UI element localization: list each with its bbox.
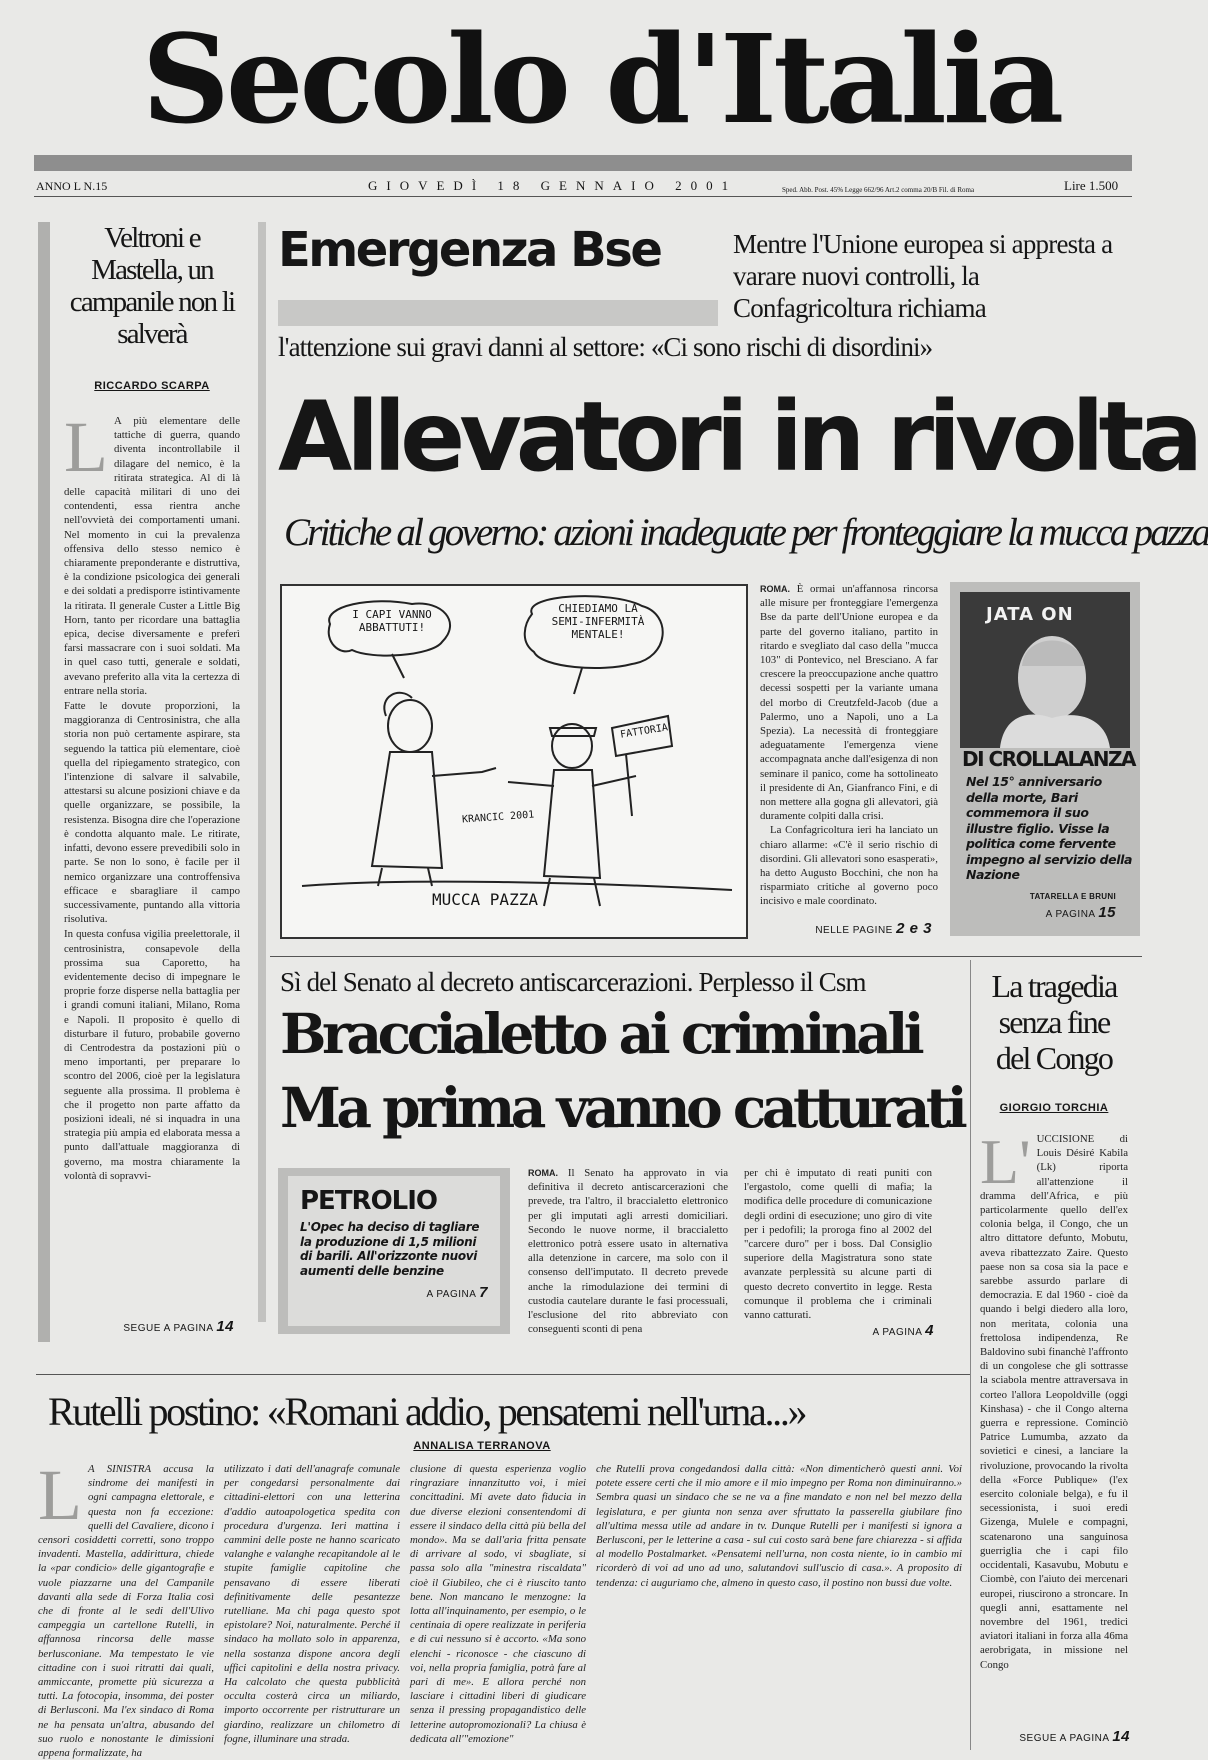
editorial-continue-page: 14 — [216, 1318, 234, 1335]
rutelli-rule — [36, 1374, 970, 1375]
cartoon-sign-text: FATTORIA — [619, 722, 669, 741]
bse-page-ref[interactable] — [760, 920, 932, 937]
congo-dropcap: L' — [980, 1126, 1031, 1197]
editorial-continue-label: SEGUE A PAGINA — [123, 1323, 214, 1334]
editorial-continue[interactable] — [64, 1318, 234, 1335]
bse-deck-full: l'attenzione sui gravi danni al settore: «Ci sono rischi di disordini» — [278, 332, 933, 362]
masthead-rule — [34, 155, 1132, 171]
section-rule — [270, 956, 1142, 957]
left-column-shade — [38, 222, 50, 1342]
issue-date: GIOVEDÌ 18 GENNAIO 2001 — [368, 178, 738, 193]
bse-dateline: ROMA. — [760, 584, 790, 594]
rutelli-dropcap: L — [38, 1455, 82, 1535]
braccialetto-ref-label: A PAGINA — [872, 1327, 922, 1338]
editorial-title: Veltroni e Mastella, un campanile non li salverà — [69, 222, 235, 350]
bse-paragraph: È ormai un'affannosa rincorsa alle misure per fronteggiare l'emergenza Bse da parte dell'Unione europea e da parte del governo italiano, partito in ritardo e svegliato dal caso della "mucca 103" di Pontevico, nel Bresciano. A far crescere la preoccupazione anche quattro decessi sospetti per la variante umana del morbo di Creutzfeld-Jacob (due a Palermo, uno a Napoli, uno a La Spezia). La necessità di fronteggiare adeguatamente l'emergenza viene accompagnata anche dall'esigenza di non seminare il panico, come ha sottolineato il presidente di An, Gianfranco Fini, e di non mettere alla gogna gli allevatori, già duramente colpiti dalla crisi. — [760, 583, 938, 823]
editorial-paragraph: A più elementare delle tattiche di guerra, quando diventa incontrollabile il dilagare del nemico, è la ritirata strategica. Al di là delle capacità militari di uno dei contendenti, essa rientra anche nell'ovvietà dei comportamenti umani. Nel momento in cui la prevalenza offensiva dello stesso nemico è chiaramente preponderante e distruttiva, è la condizione psicologica dei generali e dei soldati a predisporre istintivamente la ritirata. Il generale Custer a Little Big Horn, tanto per ricordare una battaglia epica, decise diversamente e preferì farsi massacrare con i suoi soldati. Ma in quel caso tutti, generale e soldati, avevano preferito alla vita la certezza di entrare nella storia. — [64, 415, 240, 697]
congo-text: UCCISIONE di Louis Désiré Kabila (Lk) riporta all'attenzione il dramma dell'Africa, e più particolarmente quello dell'ex colonia belga, il Congo, che un altro dittatore defunto, Mobutu, aveva ribattezzato Zaire. Questo paese non sa cosa sia la pace e sarebbe assurdo parlare di democrazia. E dal 1960 - cioè da quando i belgi diedero alla loro, non meritata, colonia una frettolosa indipendenza, Re Baldovino subì financhè l'affronto di un congolese che gli sottrasse la sciabola mentre attraversava in corteo l'allora Leopoldville (oggi Kinshasa) - che il Congo alterna guerra e repressione. Cominciò Patrice Lumumba, azzato da sovietici e cinesi, a lanciare la rivoluzione, provocando la rivolta della «Force Publique» (l'ex esercito coloniale belga), e fu il secessionista, i suoi eredi Gizenga, Mulele e compagni, scatenarono una sanguinosa guerriglia che i capi filo occidentali, Kasavubu, Mobutu e Ciombè, con l'aiuto dei mercenari europei, riuscirono a stroncare. In quegli anni, esattamente nel novembre del 1961, tredici aviatori italiani in forza alla 46ma aerobrigata, in missione nel Congo — [980, 1133, 1128, 1671]
braccialetto-headline-1: Braccialetto ai criminali — [280, 1001, 921, 1066]
congo-byline: GIORGIO TORCHIA — [999, 1102, 1109, 1114]
editorial-paragraph: Fatte le dovute proporzioni, la maggioranza di Centrosinistra, che alla storia non può certamente aspirare, sta seguendo la tattica più elementare, cioè quella del ripiegamento strategico, con l'intenzione di salvare il salvabile, attestarsi su alcune posizioni chiave e da quelle organizzare, se possibile, la resistenza. Bisogna dire che l'operazione è condotta alquanto male. Le ritirate, infatti, devono essere prevedibili solo in parte. Se non lo sono, è facile per il nemico organizzare una controffensiva efficace e sbaragliare il campo successivamente, puntando alla vittoria risolutiva. — [64, 700, 240, 926]
congo-continue-label: SEGUE A PAGINA — [1019, 1733, 1110, 1744]
braccialetto-ref-page: 4 — [925, 1322, 934, 1339]
bse-label: Emergenza Bse — [278, 222, 661, 278]
cartoon-caption: MUCCA PAZZA — [432, 890, 538, 909]
bse-article — [760, 582, 938, 914]
cartoon-bubble-left-text: I CAPI VANNO ABBATTUTI! — [352, 608, 432, 634]
editorial-body — [64, 407, 240, 1314]
issue-number: ANNO L N.15 — [36, 179, 108, 193]
postal-info: Sped. Abb. Post. 45% Legge 662/96 Art.2 comma 20/B Fil. di Roma — [782, 186, 975, 194]
petrolio-page-ref[interactable] — [300, 1284, 488, 1301]
braccialetto-dateline: ROMA. — [528, 1168, 558, 1178]
petrolio-title: PETROLIO — [300, 1186, 438, 1216]
petrolio-ref-label: A PAGINA — [426, 1289, 476, 1300]
rutelli-column-2: utilizzato i dati dell'anagrafe comunale per congedarsi personalmente dai cittadini-elettori con una letterina d'addio autoapologetica spedita con procedura d'urgenza. Ieri mattina i cammini delle poste ne hanno scaricato valanghe e valanghe recapitandole al le stupite famiglie capitoline che pensavano di essere liberati definitivamente delle pesantezze rutelliane. Ma chi paga questo spot epistolare? Noi, naturalmente. Perché il sindaco ha mollato solo in apparenza, nella sostanza dispone ancora degli uffici capitolini e della nostra privacy. Ha calcolato che questa pubblicità occulta costerà circa un miliardo, importo occorrente per ristrutturare un giardino, realizzare un chilometro di fogne, illuminare una strada. — [224, 1463, 400, 1745]
crollalanza-ref-page: 15 — [1098, 904, 1116, 921]
bse-ref-pages: 2 e 3 — [896, 920, 932, 937]
rutelli-byline: ANNALISA TERRANOVA — [413, 1440, 551, 1452]
petrolio-text: L'Opec ha deciso di tagliare la produzione di 1,5 milioni di barili. All'orizzonte nuovi aumenti delle benzine — [300, 1220, 480, 1278]
cartoon — [280, 584, 748, 939]
bse-grey-bar — [278, 300, 718, 326]
braccialetto-column-1 — [528, 1166, 728, 1336]
rutelli-column-1 — [38, 1455, 214, 1760]
bse-ref-label: NELLE PAGINE — [815, 925, 893, 936]
congo-continue-page: 14 — [1112, 1728, 1130, 1745]
bse-deck-right: Mentre l'Unione europea si appresta a varare nuovi controlli, la Confagricoltura richiama — [733, 229, 1113, 323]
crollalanza-photo-sign: JATA ON — [986, 604, 1074, 625]
crollalanza-page-ref[interactable] — [966, 904, 1116, 921]
editorial-paragraph: In questa confusa vigilia preelettorale, il centrosinistra, consapevole della prossima sua Caporetto, ha evidentemente deciso di impegnare le proprie forze disperse nella battaglia per i grandi comuni italiani, Milano, Roma e Napoli. Il proposito è quello di disturbare il futuro, probabile governo di Centrodestra da postazioni più o meno importanti, per preparare lo scontro del 2006, cioè per la legislatura seguente alla prossima. Il problema è che il progetto non parte affatto da posizioni ideali, né si inquadra in una strategia più ampia ed elaborata messa a punto dall'attuale maggioranza di governo, ma mostra chiaramente la volontà di sopravvi- — [64, 928, 240, 1182]
content-shade — [258, 222, 266, 1322]
braccialetto-column-2: per chi è imputato di reati puniti con l'ergastolo, come quelli di mafia; la modifica delle procedure di comunicazione degli ordini di esecuzione; uno giro di vite per i pedofili; la proroga fino al 2002 del "carcere duro" per i boss. Dal Consiglio superiore della Magistratura sono state avanzate perplessità su alcune parti di questo decreto convertito in legge. Resta comunque il problema che i criminali vanno catturati. — [744, 1167, 932, 1322]
rutelli-column-3: clusione di questa esperienza voglio ringraziare innanzitutto voi, i miei concittadini. Mi avete dato fiducia in due diverse elezioni consentendomi di essere il sindaco della città più bella del mondo». Ma se dall'aria fritta pensate di arrivare al sodo, vi sbagliate, si passa solo alla "minestra riscaldata" cioè il Giubileo, che ci è riuscito tanto bene. Non mancano le menzogne: la lotta all'inquinamento, per esempio, o le centinaia di opere realizzate in periferia e di cui nessuno si è accorto. «Ma sono elenchi - riconosce - che ciascuno di voi, nella propria famiglia, potrà fare al pari di me». E allora perché non lasciare i cittadini liberi di giudicare senza il pressing propagandistico delle letterine autopromozionali? La chiusa è dedicata all'"emozione" — [410, 1463, 586, 1745]
braccialetto-headline-2: Ma prima vanno catturati — [280, 1075, 964, 1140]
rutelli-column-4: che Rutelli prova congedandosi dalla città: «Non dimenticherò questi anni. Voi potete essere certi che il mio amore e il mio impegno per Roma non diminuiranno.» Sembra quasi un sindaco che se ne va a fine mandato e non nel bel mezzo della legislatura, e per giunta non senza aver sfruttato la passerella giubilare fino all'ultima messa utile ad andare in tv. Dunque Rutelli per i manifesti si ignora a Berlusconi, per le letterine a casa - sul cui costo sarà bene fare chiarezza - si affida al modello Postalmarket. «Pensatemi nell'urna, non costa niente, io in cambio mi ricorderò di voi ad uno ad uno, salutandovi sull'uscio di casa.». A proposito di tendenza: ci auguriamo che, almeno in questo caso, il postino non bussi due volte. — [596, 1463, 962, 1589]
bse-headline: Allevatori in rivolta — [278, 381, 1198, 493]
congo-divider — [970, 960, 971, 1750]
crollalanza-ref-label: A PAGINA — [1045, 909, 1096, 920]
editorial-dropcap: L — [64, 407, 108, 487]
crollalanza-title: DI CROLLALANZA — [962, 747, 1135, 771]
cartoon-bubble-right-text: CHIEDIAMO LA SEMI-INFERMITÀ MENTALE! — [551, 602, 645, 641]
braccialetto-text: Il Senato ha approvato in via definitiva il decreto antiscarcerazioni che prevede, tra l'altro, il braccialetto elettronico per gli imputati agli arresti domiciliari. Secondo le nuove norme, il braccialetto elettronico potrà essere usato in alternativa alla detenzione in carcere, ma solo con il consenso dell'imputato. Il decreto prevede anche la rimodulazione dei termini di custodia cautelare durante le fasi processuali, l'esclusione del rito abbreviato con conseguenti sconti di pena — [528, 1167, 728, 1336]
rutelli-text: A SINISTRA accusa la sindrome dei manifesti in ogni campagna elettorale, e questa non fa eccezione: quelli del Cavaliere, dicono i censori cosiddetti corretti, sono troppo invadenti. Mastella, addirittura, chiede la «par condicio» delle gigantografie e vuole piazzarne una del Campanile davanti alla sede di Forza Italia così che di fronte al le sedi dell'Ulivo campeggia un cartellone Rutelli, in affannosa rincorsa delle masse berlusconiane. Ma tempestato le vie cittadine con i suoi ritratti dai quali, ammiccante, promette più sicurezza a tutti. La fotocopia, insomma, dei poster di Berlusconi. Ma l'ex sindaco di Roma ne ha pensata un'altra, abusando del suo ruolo e nonostante le dimissioni appena formalizzate, ha — [38, 1463, 214, 1760]
congo-continue[interactable] — [980, 1728, 1130, 1745]
crollalanza-photo — [960, 592, 1130, 748]
rutelli-headline: Rutelli postino: «Romani addio, pensatemi nell'urna...» — [48, 1389, 806, 1434]
braccialetto-kicker: Sì del Senato al decreto antiscarcerazioni. Perplesso il Csm — [280, 967, 866, 997]
issue-price: Lire 1.500 — [1064, 178, 1119, 193]
congo-title: La tragedia senza fine del Congo — [991, 968, 1117, 1076]
header-rule — [34, 196, 1132, 197]
bse-subhead: Critiche al governo: azioni inadeguate per fronteggiare la mucca pazza — [284, 511, 1208, 554]
crollalanza-signature: TATARELLA E BRUNI — [1029, 892, 1116, 901]
petrolio-ref-page: 7 — [479, 1284, 488, 1301]
petrolio-panel — [288, 1176, 500, 1326]
braccialetto-page-ref[interactable] — [744, 1322, 934, 1339]
cartoon-drawing — [282, 586, 746, 937]
congo-body — [980, 1126, 1128, 1727]
crollalanza-text: Nel 15° anniversario della morte, Bari commemora il suo illustre figlio. Visse la politica come fervente impegno al servizio della Nazione — [966, 774, 1133, 882]
masthead-title: Secolo d'Italia — [141, 7, 1061, 151]
cartoon-signature: KRANCIC 2001 — [461, 809, 535, 826]
editorial-byline: RICCARDO SCARPA — [94, 380, 210, 392]
bse-paragraph: La Confagricoltura ieri ha lanciato un chiaro allarme: «C'è il serio rischio di disordini. Gli allevatori sono esasperati», ha detto Augusto Bocchini, che non ha risparmiato critiche al governo poco incisivo e male coordinato. — [760, 824, 938, 908]
